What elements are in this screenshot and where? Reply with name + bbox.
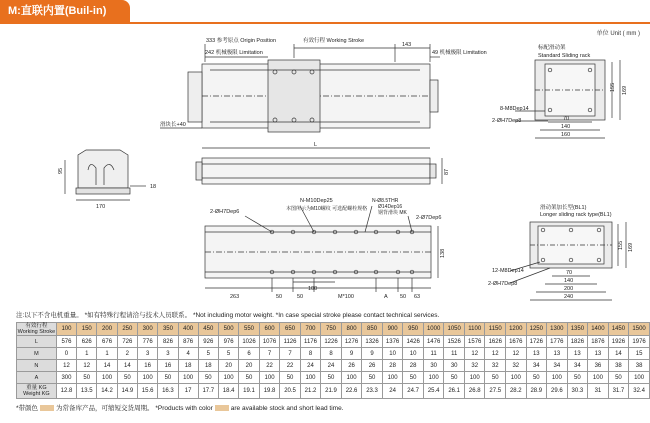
- table-cell: 50: [158, 372, 178, 384]
- bottom-stroke-note: N-Ø8.5THR: [372, 198, 399, 204]
- table-cell: 726: [117, 336, 137, 348]
- table-cell: 20: [239, 360, 260, 372]
- table-cell: 1300: [547, 323, 568, 336]
- table-cell: 28.9: [526, 384, 547, 399]
- table-cell: 22: [280, 360, 300, 372]
- table-cell: 1376: [382, 336, 403, 348]
- table-cell: 100: [259, 372, 280, 384]
- a-row: [17, 372, 650, 384]
- table-cell: 300: [138, 323, 158, 336]
- bottom-dM100: M*100: [338, 294, 354, 300]
- table-cell: 13: [588, 348, 609, 360]
- table-cell: 100: [629, 372, 650, 384]
- n-row-head: N: [17, 360, 57, 372]
- side-view-L: L: [314, 142, 318, 148]
- table-cell: 8: [300, 348, 320, 360]
- long-rack-d70: 70: [566, 270, 573, 276]
- long-rack-title-en: Longer sliding rack type(BL1): [540, 212, 612, 218]
- table-cell: 1226: [321, 336, 342, 348]
- side-view-drawing: [196, 148, 442, 184]
- table-cell: 776: [138, 336, 158, 348]
- table-cell: 9: [362, 348, 383, 360]
- table-cell: 650: [280, 323, 300, 336]
- table-cell: 13: [567, 348, 588, 360]
- table-cell: 1026: [239, 336, 260, 348]
- standard-rack-title-en: Standard Sliding rack: [538, 53, 591, 59]
- table-cell: 15: [629, 348, 650, 360]
- end-view-d95: 95: [58, 167, 64, 174]
- table-cell: 18.4: [218, 384, 238, 399]
- stroke-label: 有效行程 Working Stroke: [303, 38, 365, 44]
- spec-table: [16, 322, 650, 399]
- bottom-d50a: 50: [276, 294, 283, 300]
- table-cell: 31.7: [608, 384, 629, 399]
- table-cell: 700: [300, 323, 320, 336]
- table-cell: 34: [547, 360, 568, 372]
- limit-left-label: 242 机械极限 Limitation: [205, 50, 263, 56]
- table-cell: 50: [403, 372, 424, 384]
- table-cell: 13.5: [77, 384, 97, 399]
- table-cell: 1100: [464, 323, 485, 336]
- table-cell: 50: [608, 372, 629, 384]
- top-view: [160, 44, 440, 132]
- table-cell: 12: [77, 360, 97, 372]
- table-cell: 450: [198, 323, 218, 336]
- table-cell: 1676: [506, 336, 527, 348]
- table-cell: 100: [423, 372, 444, 384]
- table-cell: 7: [259, 348, 280, 360]
- table-cell: 100: [218, 372, 238, 384]
- bottom-d263: 263: [230, 294, 240, 300]
- table-cell: 20.5: [280, 384, 300, 399]
- table-cell: 3: [158, 348, 178, 360]
- long-rack-title-cn: 滑动架加长型(BL1): [540, 205, 587, 211]
- note-bottom: [16, 403, 344, 412]
- bottom-pin-right: 2-Ø7Dep6: [416, 215, 442, 221]
- table-cell: 100: [56, 323, 76, 336]
- table-cell: 926: [198, 336, 218, 348]
- length-row: [17, 336, 650, 348]
- table-cell: 13: [526, 348, 547, 360]
- limit-right-label: 49 机械极限 Limitation: [432, 50, 487, 56]
- table-cell: 28: [382, 360, 403, 372]
- table-cell: 16: [138, 360, 158, 372]
- unit-label: 单位 Unit ( mm ): [596, 31, 640, 37]
- table-cell: 2: [117, 348, 137, 360]
- table-cell: 576: [56, 336, 76, 348]
- table-cell: 1500: [629, 323, 650, 336]
- table-cell: 100: [588, 372, 609, 384]
- table-cell: 30.3: [567, 384, 588, 399]
- table-cell: 12: [56, 360, 76, 372]
- table-cell: 976: [218, 336, 238, 348]
- table-cell: 24.7: [403, 384, 424, 399]
- table-cell: 1526: [444, 336, 465, 348]
- table-cell: 826: [158, 336, 178, 348]
- table-cell: 750: [321, 323, 342, 336]
- table-cell: 1576: [464, 336, 485, 348]
- table-cell: 50: [362, 372, 383, 384]
- long-rack-d200: 200: [564, 286, 574, 292]
- table-cell: 1126: [280, 336, 300, 348]
- table-cell: 12: [464, 348, 485, 360]
- table-cell: 14: [97, 360, 117, 372]
- table-cell: 50: [239, 372, 260, 384]
- table-cell: 850: [362, 323, 383, 336]
- table-cell: 16: [158, 360, 178, 372]
- table-cell: 26.8: [464, 384, 485, 399]
- table-cell: 8: [321, 348, 342, 360]
- table-cell: 100: [341, 372, 362, 384]
- table-cell: 4: [178, 348, 198, 360]
- table-cell: 24: [382, 384, 403, 399]
- standard-rack-d70: 70: [563, 116, 570, 122]
- weight-row-head: 重量 KG Weight KG: [17, 384, 57, 399]
- table-cell: 32.4: [629, 384, 650, 399]
- table-cell: 24: [321, 360, 342, 372]
- long-rack-d140: 140: [564, 278, 574, 284]
- table-cell: 28: [403, 360, 424, 372]
- table-cell: 10: [403, 348, 424, 360]
- bottom-stroke-note3: 钢背滑块 MK: [378, 210, 407, 216]
- table-cell: 14.2: [97, 384, 117, 399]
- bottom-d138: 138: [440, 248, 446, 258]
- table-cell: 14: [117, 360, 137, 372]
- stock-color-swatch-2: [215, 405, 229, 411]
- table-cell: 34: [567, 360, 588, 372]
- table-cell: 19.1: [239, 384, 260, 399]
- long-rack-pins: 2-ØH7Dep8: [488, 281, 518, 287]
- table-cell: 1450: [608, 323, 629, 336]
- side-view-d87: 87: [444, 168, 450, 175]
- table-cell: 3: [138, 348, 158, 360]
- table-cell: 100: [464, 372, 485, 384]
- table-cell: 500: [218, 323, 238, 336]
- table-cell: 12.8: [56, 384, 76, 399]
- table-cell: 800: [341, 323, 362, 336]
- bottom-pin-left: 2-ØH7Dep6: [210, 209, 240, 215]
- m-row-head: M: [17, 348, 57, 360]
- table-cell: 1076: [259, 336, 280, 348]
- table-cell: 6: [239, 348, 260, 360]
- bottom-stroke-note2: Ø14Dep16: [378, 204, 403, 210]
- table-cell: 250: [117, 323, 137, 336]
- table-cell: 1250: [526, 323, 547, 336]
- table-cell: 18: [178, 360, 198, 372]
- table-cell: 17.7: [198, 384, 218, 399]
- bottom-mounting: N-M10Dep25: [300, 198, 333, 204]
- table-cell: 21.2: [300, 384, 320, 399]
- table-cell: 100: [506, 372, 527, 384]
- table-cell: 1000: [423, 323, 444, 336]
- table-cell: 28.2: [506, 384, 527, 399]
- table-cell: 50: [280, 372, 300, 384]
- table-cell: 900: [382, 323, 403, 336]
- end-view-drawing: [65, 150, 146, 200]
- table-cell: 34: [526, 360, 547, 372]
- table-cell: 30: [444, 360, 465, 372]
- weight-row: [17, 384, 650, 399]
- table-cell: 26.1: [444, 384, 465, 399]
- length-row-head: L: [17, 336, 57, 348]
- table-cell: 50: [526, 372, 547, 384]
- table-cell: 1776: [547, 336, 568, 348]
- table-cell: 600: [259, 323, 280, 336]
- table-cell: 200: [97, 323, 117, 336]
- table-cell: 21.9: [321, 384, 342, 399]
- long-rack-d155: 155: [618, 240, 624, 250]
- stock-color-swatch: [40, 405, 54, 411]
- table-cell: 100: [547, 372, 568, 384]
- m-row: [17, 348, 650, 360]
- table-cell: 19.8: [259, 384, 280, 399]
- stroke-row: [17, 323, 650, 336]
- table-cell: 10: [382, 348, 403, 360]
- table-cell: 50: [485, 372, 506, 384]
- table-cell: 0: [56, 348, 76, 360]
- table-cell: 27.5: [485, 384, 506, 399]
- standard-rack-d160: 160: [561, 132, 571, 138]
- table-cell: 1: [77, 348, 97, 360]
- table-cell: 1400: [588, 323, 609, 336]
- table-cell: 950: [403, 323, 424, 336]
- end-view-d18: 18: [150, 184, 157, 190]
- table-cell: 1726: [526, 336, 547, 348]
- table-cell: 38: [629, 360, 650, 372]
- standard-rack-holes: 8-M8Dep14: [500, 106, 529, 112]
- table-cell: 38: [608, 360, 629, 372]
- long-rack-holes: 12-M8Dep14: [492, 268, 524, 274]
- table-cell: 32: [506, 360, 527, 372]
- table-cell: 32: [464, 360, 485, 372]
- table-cell: 1150: [485, 323, 506, 336]
- stroke-row-head: 有效行程 Working Stroke: [17, 323, 56, 335]
- table-cell: 14: [608, 348, 629, 360]
- table-cell: 13: [547, 348, 568, 360]
- table-cell: 676: [97, 336, 117, 348]
- table-cell: 1926: [608, 336, 629, 348]
- bottom-d63: 63: [414, 294, 421, 300]
- table-cell: 150: [77, 323, 97, 336]
- note-bottom-end: are available stock and short lead time.: [230, 405, 344, 412]
- note-bottom-suffix: 为常备库产品，可缩短交货周期。 *Products with color: [56, 405, 213, 412]
- table-cell: 50: [321, 372, 342, 384]
- table-cell: 100: [382, 372, 403, 384]
- table-cell: 31: [588, 384, 609, 399]
- table-cell: 1326: [362, 336, 383, 348]
- table-cell: 1626: [485, 336, 506, 348]
- table-cell: 100: [138, 372, 158, 384]
- standard-rack-d155: 155: [610, 82, 616, 92]
- standard-rack-title-cn: 标配滑动架: [538, 45, 566, 51]
- page-title: M:直联内置(Buil-in): [0, 0, 130, 22]
- table-cell: 26: [341, 360, 362, 372]
- table-cell: 50: [567, 372, 588, 384]
- standard-rack-pins: 2-ØH7Dep8: [492, 118, 522, 124]
- bottom-d50b: 50: [297, 294, 304, 300]
- end-view-d170: 170: [96, 204, 106, 210]
- table-cell: 1476: [423, 336, 444, 348]
- table-cell: 1976: [629, 336, 650, 348]
- table-cell: 1426: [403, 336, 424, 348]
- table-cell: 23.3: [362, 384, 383, 399]
- table-cell: 1176: [300, 336, 320, 348]
- table-cell: 1826: [567, 336, 588, 348]
- note-top: 注:以下不含电机重量。 *如有特殊行程请洽与技术人员联系。 *Not including motor weight. *In case special stroke please contact technical services.: [16, 312, 440, 319]
- standard-rack-d140: 140: [561, 124, 571, 130]
- table-cell: 1: [97, 348, 117, 360]
- table-cell: 350: [158, 323, 178, 336]
- bottom-view-drawing: [205, 206, 438, 292]
- table-cell: 100: [178, 372, 198, 384]
- table-cell: 7: [280, 348, 300, 360]
- table-cell: 18: [198, 360, 218, 372]
- table-cell: 25.4: [423, 384, 444, 399]
- table-cell: 1200: [506, 323, 527, 336]
- bottom-d50c: 50: [400, 294, 407, 300]
- table-cell: 29.6: [547, 384, 568, 399]
- table-cell: 11: [444, 348, 465, 360]
- table-cell: 550: [239, 323, 260, 336]
- table-cell: 9: [341, 348, 362, 360]
- table-cell: 400: [178, 323, 198, 336]
- table-cell: 15.6: [138, 384, 158, 399]
- table-cell: 26: [362, 360, 383, 372]
- table-cell: 1350: [567, 323, 588, 336]
- standard-rack-d169: 169: [622, 85, 628, 95]
- bottom-dA: A: [384, 294, 388, 300]
- table-cell: 1876: [588, 336, 609, 348]
- table-cell: 50: [444, 372, 465, 384]
- table-cell: 36: [588, 360, 609, 372]
- table-cell: 100: [300, 372, 320, 384]
- long-rack-d240: 240: [564, 294, 574, 300]
- table-cell: 22.6: [341, 384, 362, 399]
- table-cell: 50: [77, 372, 97, 384]
- table-cell: 100: [97, 372, 117, 384]
- table-cell: 14.9: [117, 384, 137, 399]
- table-cell: 24: [300, 360, 320, 372]
- table-cell: 32: [485, 360, 506, 372]
- table-cell: 11: [423, 348, 444, 360]
- bottom-mounting-note: 本图所示为M10螺纹 可选配螺栓规格: [286, 206, 368, 212]
- table-cell: 17: [178, 384, 198, 399]
- table-cell: 20: [218, 360, 238, 372]
- a-row-head: A: [17, 372, 57, 384]
- table-cell: 30: [423, 360, 444, 372]
- table-cell: 300: [56, 372, 76, 384]
- bottom-d100: 100: [308, 286, 318, 292]
- table-cell: 5: [218, 348, 238, 360]
- long-rack-d169: 169: [628, 242, 634, 252]
- n-row: [17, 360, 650, 372]
- table-cell: 50: [198, 372, 218, 384]
- table-cell: 22: [259, 360, 280, 372]
- table-cell: 50: [117, 372, 137, 384]
- table-cell: 5: [198, 348, 218, 360]
- table-cell: 16.3: [158, 384, 178, 399]
- table-cell: 876: [178, 336, 198, 348]
- table-cell: 1050: [444, 323, 465, 336]
- table-cell: 12: [506, 348, 527, 360]
- table-cell: 1276: [341, 336, 362, 348]
- note-bottom-prefix: *带颜色: [16, 405, 39, 412]
- dim-143: 143: [402, 42, 412, 48]
- table-cell: 626: [77, 336, 97, 348]
- table-cell: 12: [485, 348, 506, 360]
- slide-length-label: 滑块长+40: [160, 122, 186, 128]
- origin-label: 333 参考原点 Origin Position: [206, 38, 276, 44]
